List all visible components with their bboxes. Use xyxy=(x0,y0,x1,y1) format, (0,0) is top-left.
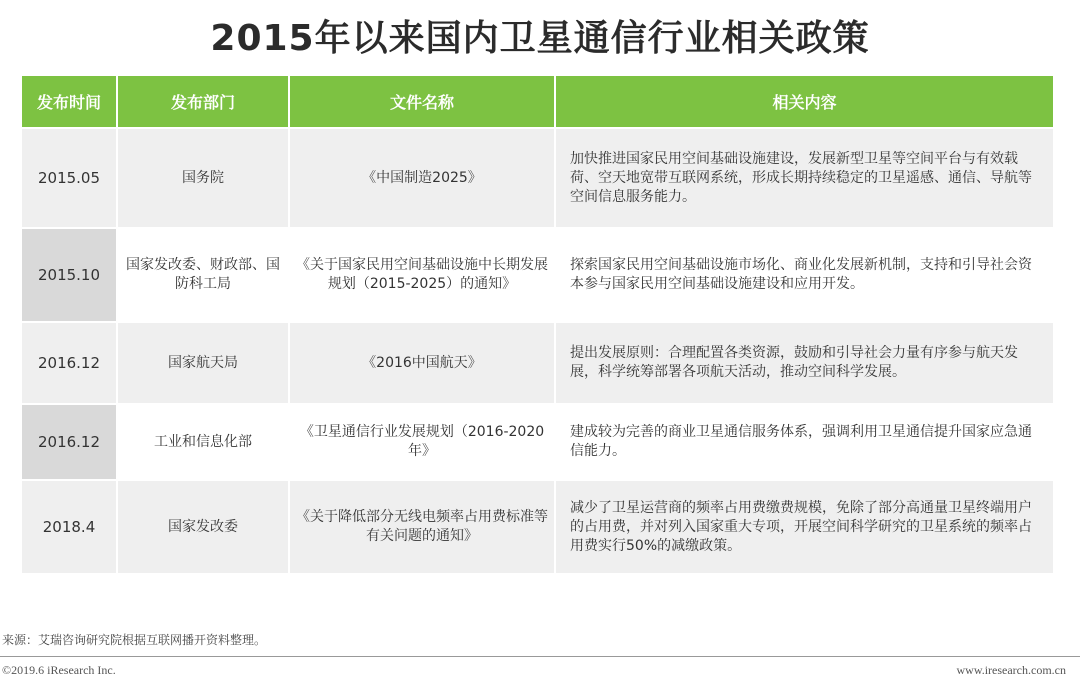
cell-content: 提出发展原则：合理配置各类资源，鼓励和引导社会力量有序参与航天发展，科学统筹部署各项航天活动，推动空间科学发展。 xyxy=(556,321,1053,403)
table-row xyxy=(22,403,1053,479)
cell-content: 探索国家民用空间基础设施市场化、商业化发展新机制，支持和引导社会资本参与国家民用空间基础设施建设和应用开发。 xyxy=(556,227,1053,321)
cell-doc: 《卫星通信行业发展规划（2016-2020年》 xyxy=(290,403,554,479)
source-note: 来源：艾瑞咨询研究院根据互联网播开资料整理。 xyxy=(2,633,267,647)
cell-date: 2016.12 xyxy=(22,403,116,479)
header-dept: 发布部门 xyxy=(118,76,288,127)
cell-content: 加快推进国家民用空间基础设施建设，发展新型卫星等空间平台与有效载荷、空天地宽带互联网系统，形成长期持续稳定的卫星遥感、通信、导航等空间信息服务能力。 xyxy=(556,127,1053,227)
cell-dept: 国家发改委、财政部、国防科工局 xyxy=(118,227,288,321)
cell-dept: 国家发改委 xyxy=(118,479,288,573)
cell-date: 2018.4 xyxy=(22,479,116,573)
cell-doc: 《2016中国航天》 xyxy=(290,321,554,403)
cell-dept: 国务院 xyxy=(118,127,288,227)
page-title: 2015年以来国内卫星通信行业相关政策 xyxy=(210,18,870,59)
footer-divider xyxy=(0,656,1080,657)
website-url: www.iresearch.com.cn xyxy=(956,663,1066,677)
cell-date: 2015.10 xyxy=(22,227,116,321)
copyright-text: ©2019.6 iResearch Inc. xyxy=(2,663,116,677)
table-row xyxy=(22,479,1053,573)
table-row xyxy=(22,321,1053,403)
cell-dept: 工业和信息化部 xyxy=(118,403,288,479)
table-row xyxy=(22,127,1053,227)
cell-doc: 《关于国家民用空间基础设施中长期发展规划（2015-2025）的通知》 xyxy=(290,227,554,321)
cell-content: 减少了卫星运营商的频率占用费缴费规模，免除了部分高通量卫星终端用户的占用费，并对列入国家重大专项，开展空间科学研究的卫星系统的频率占用费实行50%的减缴政策。 xyxy=(556,479,1053,573)
cell-date: 2016.12 xyxy=(22,321,116,403)
header-content: 相关内容 xyxy=(556,76,1053,127)
policy-table xyxy=(20,76,1055,573)
table-header-row xyxy=(22,76,1053,127)
cell-doc: 《关于降低部分无线电频率占用费标准等有关问题的通知》 xyxy=(290,479,554,573)
cell-content: 建成较为完善的商业卫星通信服务体系，强调利用卫星通信提升国家应急通信能力。 xyxy=(556,403,1053,479)
cell-doc: 《中国制造2025》 xyxy=(290,127,554,227)
cell-dept: 国家航天局 xyxy=(118,321,288,403)
header-date: 发布时间 xyxy=(22,76,116,127)
cell-date: 2015.05 xyxy=(22,127,116,227)
table-row xyxy=(22,227,1053,321)
header-doc: 文件名称 xyxy=(290,76,554,127)
